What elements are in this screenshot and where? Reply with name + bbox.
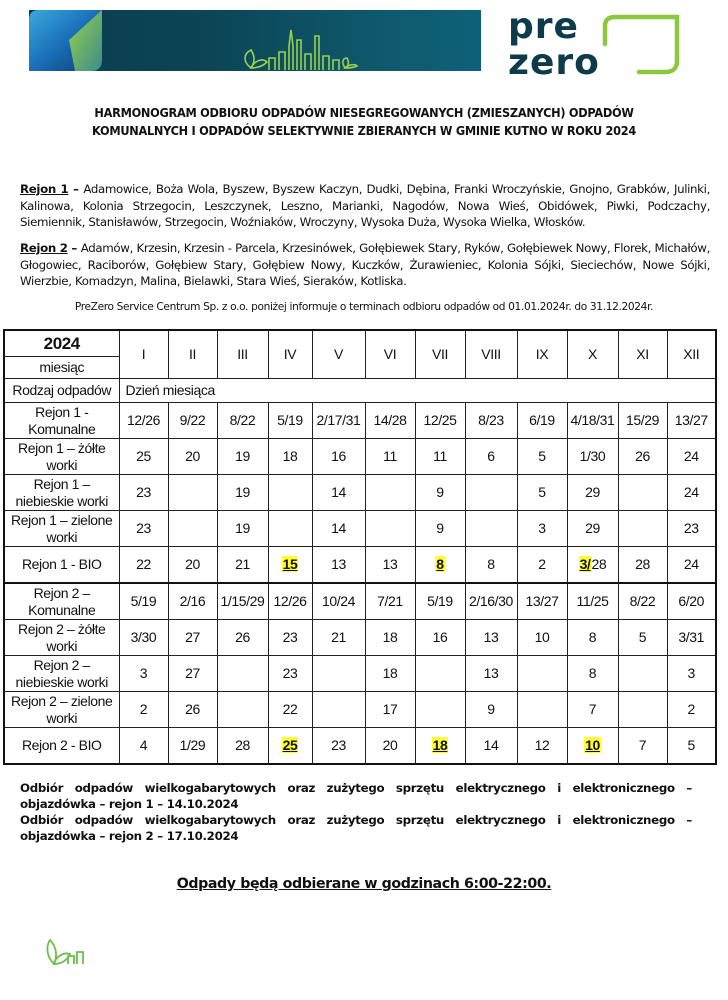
month-header: IX (517, 330, 567, 379)
date-cell: 13/27 (667, 403, 716, 439)
date-cell (312, 656, 365, 692)
region-2-dash: – (67, 241, 81, 255)
highlighted-date: 25 (282, 737, 298, 753)
region-1-localities: Adamowice, Boża Wola, Byszew, Byszew Kaczyn, Dudki, Dębina, Franki Wroczyńskie, Gnojno, Grabków, Julinki, Kalinowa, Kolonia Strzegocin, Leszczynek, Leszno, Marianki, Nagodów, Nowa Wieś, Obidówek, Piwki, Podczachy, Siemiennik, Stanisławów, Strzegocin, Woźniaków, Wroczyny, Wysoka Duża, Wysoka Wielka, Włosków. (20, 182, 710, 229)
date-cell: 20 (168, 547, 217, 584)
date-cell: 8/22 (618, 583, 667, 620)
date-cell: 23 (268, 656, 312, 692)
leaf-icon (47, 940, 83, 964)
date-cell: 4 (119, 728, 168, 765)
date-cell (268, 547, 312, 584)
date-cell (217, 656, 268, 692)
date-cell: 19 (217, 439, 268, 475)
date-cell: 13/27 (517, 583, 567, 620)
region-2-label: Rejon 2 (20, 241, 68, 255)
date-cell: 8 (567, 656, 618, 692)
date-cell (618, 656, 667, 692)
schedule-table (3, 329, 717, 765)
date-cell: 27 (168, 620, 217, 656)
date-cell: 8/23 (465, 403, 517, 439)
header-row-year (4, 330, 716, 357)
row-label-cell: Rejon 2 – zielone worki (4, 692, 119, 728)
month-header: V (312, 330, 365, 379)
table-row (4, 583, 716, 620)
month-header: VI (365, 330, 415, 379)
date-cell: 28 (618, 547, 667, 584)
row-label-cell: Rejon 1 – żółte worki (4, 439, 119, 475)
region-1-description (20, 181, 710, 231)
date-cell: 8/22 (217, 403, 268, 439)
date-cell (567, 728, 618, 765)
date-cell: 18 (365, 656, 415, 692)
date-cell: 23 (119, 511, 168, 547)
date-cell (365, 511, 415, 547)
date-cell: 11 (365, 439, 415, 475)
logo-frame-icon (605, 17, 677, 72)
date-cell: 18 (268, 439, 312, 475)
intro-text: PreZero Service Centrum Sp. z o.o. poniżej informuje o terminach odbioru odpadów od 01.01.2024r. do 31.12.2024r. (74, 301, 654, 313)
date-cell: 21 (312, 620, 365, 656)
note-region-2: Odbiór odpadów wielkogabarytowych oraz zużytego sprzętu elektrycznego i elektronicznego – objazdówka – rejon 2 – 17.10.2024 (20, 813, 692, 843)
date-cell: 5 (618, 620, 667, 656)
date-cell: 7 (567, 692, 618, 728)
date-cell: 11 (415, 439, 465, 475)
date-cell (415, 656, 465, 692)
date-cell: 23 (119, 475, 168, 511)
table-row (4, 692, 716, 728)
date-cell (268, 475, 312, 511)
date-cell: 24 (667, 475, 716, 511)
date-cell: 9/22 (168, 403, 217, 439)
date-cell (517, 692, 567, 728)
date-cell: 26 (217, 620, 268, 656)
date-cell (618, 692, 667, 728)
month-header: I (119, 330, 168, 379)
date-cell: 29 (567, 511, 618, 547)
date-cell (465, 475, 517, 511)
date-cell: 2 (667, 692, 716, 728)
date-cell: 13 (465, 656, 517, 692)
highlighted-date: 10 (585, 737, 600, 753)
date-cell (618, 511, 667, 547)
date-cell: 1/15/29 (217, 583, 268, 620)
date-cell: 5/19 (268, 403, 312, 439)
date-cell: 24 (667, 439, 716, 475)
day-of-month-label-cell: Dzień miesiąca (119, 379, 716, 403)
date-cell (312, 692, 365, 728)
region-2-localities: Adamów, Krzesin, Krzesin - Parcela, Krzesinówek, Gołębiewek Stary, Ryków, Gołębiewek Nowy, Florek, Michałów, Głogowiec, Raciborów, Gołębiew Stary, Gołębiew Nowy, Kuczków, Żurawieniec, Kolonia Sójki, Sieciechów, Nowe Sójki, Wierzbie, Komadzyn, Malina, Bielawki, Stara Wieś, Sieraków, Kotliska. (20, 241, 710, 288)
date-cell: 23 (312, 728, 365, 765)
date-cell: 3 (119, 656, 168, 692)
date-cell: 21 (217, 547, 268, 584)
date-cell: 7/21 (365, 583, 415, 620)
date-cell (268, 728, 312, 765)
date-cell: 6/20 (667, 583, 716, 620)
date-cell: 26 (168, 692, 217, 728)
date-cell: 8 (567, 620, 618, 656)
bulky-waste-notes (20, 780, 692, 844)
date-cell: 13 (365, 547, 415, 584)
date-cell: 11/25 (567, 583, 618, 620)
date-cell (517, 656, 567, 692)
date-cell (415, 692, 465, 728)
date-cell: 27 (168, 656, 217, 692)
date-cell (365, 475, 415, 511)
title-line-1: HARMONOGRAM ODBIORU ODPADÓW NIESEGREGOWANYCH (ZMIESZANYCH) ODPADÓW (94, 106, 634, 120)
date-cell: 2 (517, 547, 567, 584)
date-cell: 6/19 (517, 403, 567, 439)
logo-text-pre: pre (508, 6, 579, 47)
waste-type-label-cell: Rodzaj odpadów (4, 379, 119, 403)
row-label-cell: Rejon 1 – niebieskie worki (4, 475, 119, 511)
city-skyline-icon (245, 30, 357, 70)
date-cell: 9 (415, 511, 465, 547)
month-header: IV (268, 330, 312, 379)
row-label-cell: Rejon 2 – niebieskie worki (4, 656, 119, 692)
date-cell: 3 (517, 511, 567, 547)
date-cell: 19 (217, 511, 268, 547)
date-cell: 3 (667, 656, 716, 692)
date-cell: 1/30 (567, 439, 618, 475)
date-cell: 10 (517, 620, 567, 656)
date-cell: 22 (268, 692, 312, 728)
date-cell: 25 (119, 439, 168, 475)
date-cell: 9 (415, 475, 465, 511)
region-1-dash: – (68, 182, 84, 196)
header-banner (29, 10, 481, 71)
date-cell: 12/26 (119, 403, 168, 439)
date-cell: 5 (517, 475, 567, 511)
date-cell: 2/17/31 (312, 403, 365, 439)
year-cell: 2024 (4, 330, 119, 357)
date-cell: 20 (168, 439, 217, 475)
date-cell: 14 (465, 728, 517, 765)
highlighted-date: 8 (436, 556, 444, 572)
date-cell (217, 692, 268, 728)
date-cell: 2 (119, 692, 168, 728)
date-cell (618, 475, 667, 511)
date-cell (415, 547, 465, 584)
date-cell: 2/16 (168, 583, 217, 620)
region-1-label: Rejon 1 (20, 182, 69, 196)
month-header: XII (667, 330, 716, 379)
row-label-cell: Rejon 1 - BIO (4, 547, 119, 584)
month-header: II (168, 330, 217, 379)
banner-graphic (29, 10, 481, 71)
collection-hours: Odpady będą odbierane w godzinach 6:00-22:00. (176, 876, 552, 892)
row-label-cell: Rejon 2 – Komunalne (4, 583, 119, 620)
highlighted-date: 3/ (579, 556, 591, 572)
table-row (4, 475, 716, 511)
date-cell: 12 (517, 728, 567, 765)
date-cell: 12/26 (268, 583, 312, 620)
date-cell: 14 (312, 475, 365, 511)
date-cell: 3/28 (567, 547, 618, 584)
region-2-description (20, 240, 710, 290)
table-row (4, 511, 716, 547)
date-cell (168, 511, 217, 547)
date-cell (465, 511, 517, 547)
row-label-cell: Rejon 2 – żółte worki (4, 620, 119, 656)
table-row (4, 439, 716, 475)
note-region-1: Odbiór odpadów wielkogabarytowych oraz zużytego sprzętu elektrycznego i elektronicznego – objazdówka – rejon 1 – 14.10.2024 (20, 781, 692, 811)
date-cell: 20 (365, 728, 415, 765)
date-cell: 26 (618, 439, 667, 475)
month-header: X (567, 330, 618, 379)
date-cell: 13 (465, 620, 517, 656)
date-cell: 29 (567, 475, 618, 511)
date-cell: 24 (667, 547, 716, 584)
date-cell (268, 511, 312, 547)
date-cell: 22 (119, 547, 168, 584)
table-row (4, 656, 716, 692)
date-cell: 9 (465, 692, 517, 728)
date-cell: 14/28 (365, 403, 415, 439)
highlighted-date: 18 (432, 737, 448, 753)
date-cell: 5 (667, 728, 716, 765)
date-cell: 23 (268, 620, 312, 656)
header-row-type (4, 379, 716, 403)
date-cell: 18 (365, 620, 415, 656)
date-cell: 3/30 (119, 620, 168, 656)
logo-text-zero: zero (508, 42, 600, 78)
date-cell: 8 (465, 547, 517, 584)
month-label-cell: miesiąc (4, 357, 119, 379)
table-row (4, 728, 716, 765)
date-cell: 7 (618, 728, 667, 765)
date-cell: 15/29 (618, 403, 667, 439)
date-cell: 19 (217, 475, 268, 511)
title-line-2: KOMUNALNYCH I ODPADÓW SELEKTYWNIE ZBIERANYCH W GMINIE KUTNO W ROKU 2024 (91, 124, 636, 138)
document-title (25, 104, 702, 140)
table-row (4, 620, 716, 656)
date-cell: 14 (312, 511, 365, 547)
date-cell: 16 (312, 439, 365, 475)
date-cell: 5/19 (119, 583, 168, 620)
table-row (4, 403, 716, 439)
prezero-logo (505, 6, 695, 78)
month-header: VII (415, 330, 465, 379)
date-cell (415, 728, 465, 765)
date-cell: 13 (312, 547, 365, 584)
date-cell: 5 (517, 439, 567, 475)
date-cell (168, 475, 217, 511)
row-label-cell: Rejon 2 - BIO (4, 728, 119, 765)
month-header: VIII (465, 330, 517, 379)
table-row (4, 547, 716, 584)
month-header: XI (618, 330, 667, 379)
row-label-cell: Rejon 1 – zielone worki (4, 511, 119, 547)
footer-leaf-line (44, 936, 674, 972)
highlighted-date: 15 (282, 556, 298, 572)
date-cell: 6 (465, 439, 517, 475)
date-cell: 17 (365, 692, 415, 728)
date-cell: 12/25 (415, 403, 465, 439)
month-header: III (217, 330, 268, 379)
date-cell: 5/19 (415, 583, 465, 620)
date-cell: 16 (415, 620, 465, 656)
date-cell: 2/16/30 (465, 583, 517, 620)
date-cell: 1/29 (168, 728, 217, 765)
date-cell: 3/31 (667, 620, 716, 656)
row-label-cell: Rejon 1 - Komunalne (4, 403, 119, 439)
date-cell: 28 (217, 728, 268, 765)
date-cell: 23 (667, 511, 716, 547)
date-cell: 10/24 (312, 583, 365, 620)
date-cell: 4/18/31 (567, 403, 618, 439)
